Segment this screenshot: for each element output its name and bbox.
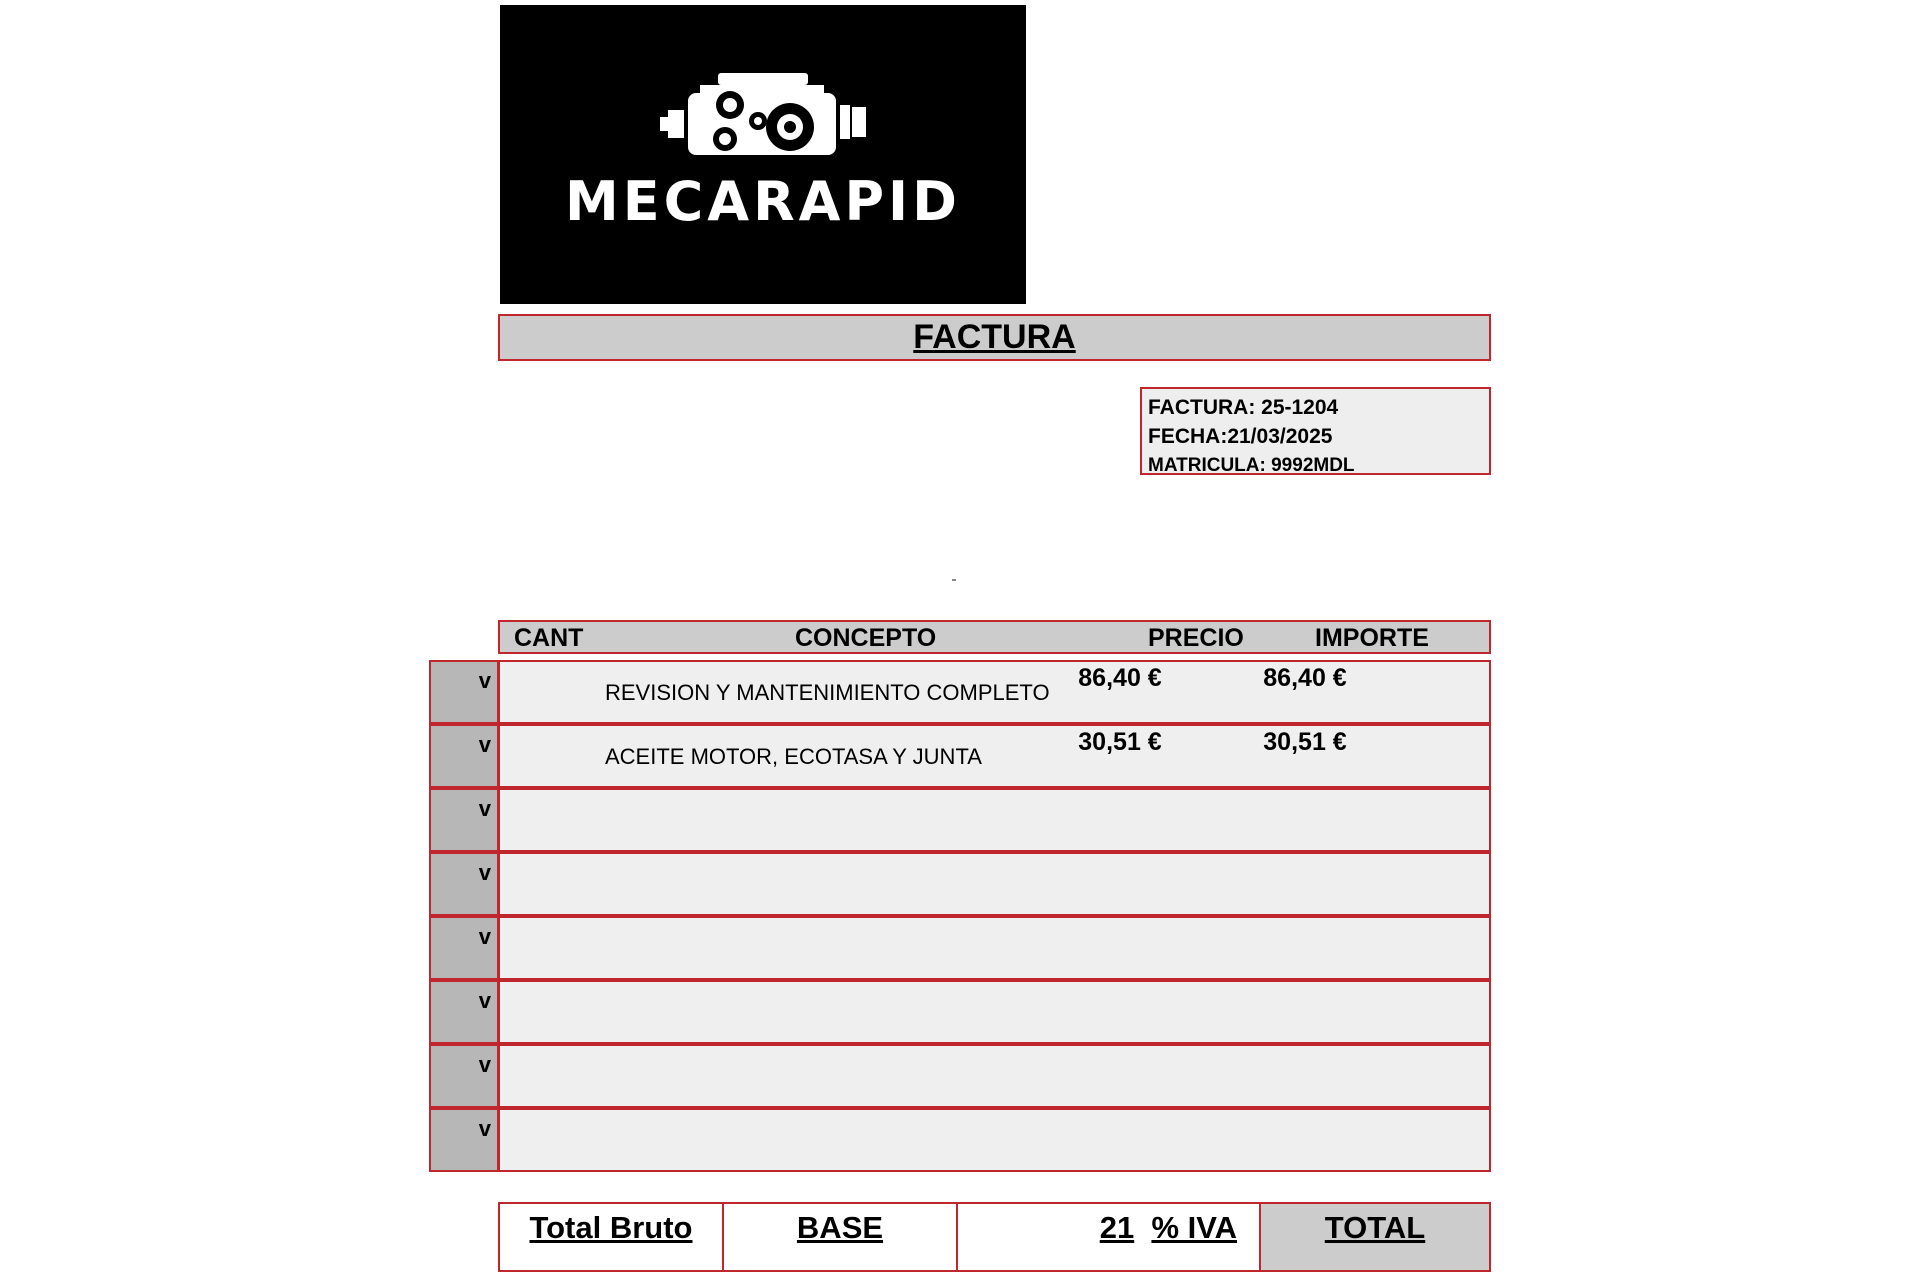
total-bruto-label: Total Bruto xyxy=(529,1210,693,1245)
row-importe: 30,51 € xyxy=(1263,728,1347,756)
stray-mark xyxy=(952,579,956,581)
row-quantity-cell xyxy=(429,916,499,980)
row-importe: 86,40 € xyxy=(1263,664,1347,692)
row-precio: 30,51 € xyxy=(1078,728,1162,756)
total-bruto-cell xyxy=(500,1204,724,1270)
table-row xyxy=(498,916,1491,980)
iva-rate: 21 xyxy=(1099,1210,1135,1245)
invoice-date: FECHA:21/03/2025 xyxy=(1148,425,1333,448)
table-row xyxy=(498,980,1491,1044)
brand-logo xyxy=(500,5,1026,304)
invoice-title-text: FACTURA xyxy=(913,318,1076,356)
base-label: BASE xyxy=(796,1210,884,1245)
row-marker: v xyxy=(478,988,491,1013)
engine-icon xyxy=(500,5,1026,304)
table-row xyxy=(498,724,1491,788)
row-marker: v xyxy=(478,732,491,757)
row-marker: v xyxy=(478,668,491,693)
brand-name: MECARAPID xyxy=(565,170,961,233)
invoice-title xyxy=(498,314,1491,361)
row-concepto: REVISION Y MANTENIMIENTO COMPLETO xyxy=(605,680,1050,705)
iva-cell xyxy=(958,1204,1261,1270)
row-marker: v xyxy=(478,1116,491,1141)
row-marker: v xyxy=(478,1052,491,1077)
header-concepto: CONCEPTO xyxy=(795,624,937,652)
table-row xyxy=(498,1108,1491,1172)
total-label: TOTAL xyxy=(1324,1210,1426,1245)
row-marker: v xyxy=(478,924,491,949)
base-cell xyxy=(724,1204,958,1270)
table-header xyxy=(498,620,1491,654)
row-precio: 86,40 € xyxy=(1078,664,1162,692)
header-cant: CANT xyxy=(514,624,584,652)
row-marker: v xyxy=(478,860,491,885)
row-quantity-cell xyxy=(429,980,499,1044)
table-row xyxy=(498,1044,1491,1108)
row-marker: v xyxy=(478,796,491,821)
license-plate: MATRICULA: 9992MDL xyxy=(1148,455,1355,476)
row-quantity-cell xyxy=(429,1108,499,1172)
row-quantity-cell xyxy=(429,1044,499,1108)
invoice-number: FACTURA: 25-1204 xyxy=(1148,396,1339,419)
total-cell xyxy=(1261,1204,1489,1270)
header-precio: PRECIO xyxy=(1148,624,1244,652)
table-row xyxy=(498,660,1491,724)
row-quantity-cell xyxy=(429,660,499,724)
header-importe: IMPORTE xyxy=(1315,624,1429,652)
row-quantity-cell xyxy=(429,852,499,916)
table-row xyxy=(498,788,1491,852)
table-row xyxy=(498,852,1491,916)
invoice-info-box xyxy=(1140,387,1491,475)
totals-table xyxy=(498,1202,1491,1272)
row-quantity-cell xyxy=(429,724,499,788)
iva-label: % IVA xyxy=(1151,1210,1237,1245)
row-concepto: ACEITE MOTOR, ECOTASA Y JUNTA xyxy=(605,744,982,769)
row-quantity-cell xyxy=(429,788,499,852)
